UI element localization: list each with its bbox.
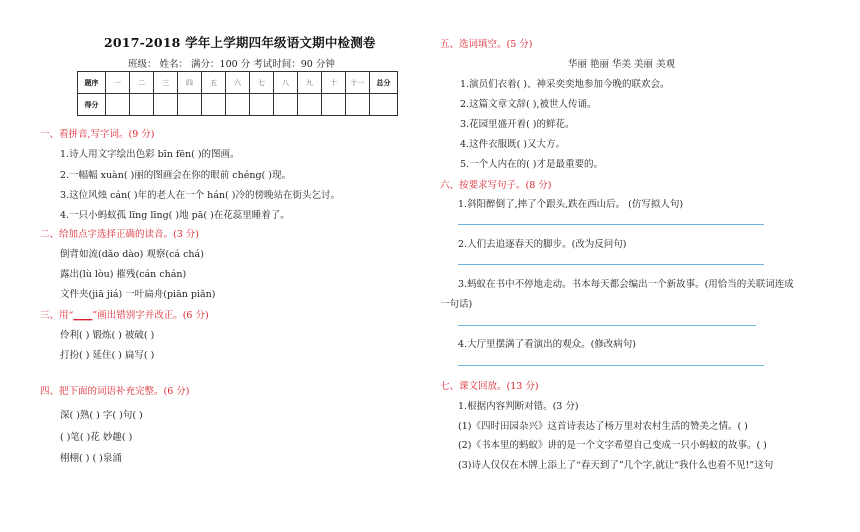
section-6-title: 六、按要求写句子。(8 分) — [440, 180, 552, 191]
score-cell[interactable] — [106, 94, 130, 116]
question-item: 1.演员们衣着( )、神采奕奕地参加今晚的联欢会。 — [460, 79, 670, 90]
question-item-cont: 一句话) — [440, 299, 473, 310]
section-2-title: 二、给加点字选择正确的读音。(3 分) — [40, 229, 199, 240]
score-table-head-order: 题序 — [78, 72, 106, 94]
section-3-title — [40, 307, 209, 321]
question-item: 1.诗人用文字绘出色彩 bīn fēn( )的图画。 — [60, 149, 240, 160]
answer-line[interactable] — [458, 224, 764, 225]
score-col-total: 总分 — [370, 72, 398, 94]
score-col: 五 — [202, 72, 226, 94]
score-cell[interactable] — [250, 94, 274, 116]
question-item: 4.大厅里摆满了看演出的观众。(修改病句) — [458, 339, 636, 350]
score-col: 七 — [250, 72, 274, 94]
question-item: ( )笔( )花 妙趣( ) — [60, 432, 133, 443]
score-cell[interactable] — [370, 94, 398, 116]
section-4-title: 四、把下面的词语补充完整。(6 分) — [40, 386, 190, 397]
page-title: 2017-2018 学年上学期四年级语文期中检测卷 — [104, 35, 376, 50]
question-item: 伶利( ) 锻炼( ) 被破( ) — [60, 330, 155, 341]
score-cell[interactable] — [346, 94, 370, 116]
question-item: (3)诗人仅仅在木牌上添上了“春天到了”几个字,就让“我什么也看不见!”这句 — [458, 460, 774, 471]
score-cell[interactable] — [178, 94, 202, 116]
answer-line[interactable] — [458, 264, 764, 265]
question-item: 露出(lù lòu) 摧残(cán chán) — [60, 269, 187, 280]
question-item: 4.这件衣服既( )又大方。 — [460, 139, 565, 150]
score-col: 一 — [106, 72, 130, 94]
score-col: 八 — [274, 72, 298, 94]
answer-line[interactable] — [458, 325, 756, 326]
score-cell[interactable] — [130, 94, 154, 116]
score-cell[interactable] — [226, 94, 250, 116]
score-col: 六 — [226, 72, 250, 94]
question-item: (2)《书本里的蚂蚁》讲的是一个文字希望自己变成一只小蚂蚁的故事。( ) — [458, 440, 767, 451]
score-col: 十一 — [346, 72, 370, 94]
underline-sample: ____ — [73, 310, 93, 321]
score-cell[interactable] — [322, 94, 346, 116]
section-1-title: 一、看拼音,写字词。(9 分) — [40, 129, 155, 140]
question-item: 倒背如流(dǎo dào) 观察(cá chá) — [60, 249, 204, 260]
question-item: 3.花园里盛开着( )的鲜花。 — [460, 119, 575, 130]
score-cell[interactable] — [274, 94, 298, 116]
question-item: 3.这位风烛 cán( )年的老人在一个 hán( )冷的傍晚站在街头乞讨。 — [60, 190, 340, 201]
question-item: (1)《四时田园杂兴》这首诗表达了杨万里对农村生活的赞美之情。( ) — [458, 421, 748, 432]
question-item: 4.一只小蚂蚁孤 līng līng( )地 pā( )在花蕊里睡着了。 — [60, 210, 290, 221]
score-col: 四 — [178, 72, 202, 94]
question-item: 1.根据内容判断对错。(3 分) — [458, 401, 579, 412]
question-item: 文件夹(jiā jiá) 一叶扁舟(piān piǎn) — [60, 289, 216, 300]
score-cell[interactable] — [202, 94, 226, 116]
question-item: 栩栩( ) ( )泉涌 — [60, 453, 122, 464]
question-item: 1.斜阳醉倒了,摔了个跟头,跌在西山后。 (仿写拟人句) — [458, 199, 684, 210]
score-col: 三 — [154, 72, 178, 94]
question-item: 3.蚂蚁在书中不停地走动。书本每天都会编出一个新故事。(用恰当的关联词连成 — [458, 279, 794, 290]
section-5-title: 五、选词填空。(5 分) — [440, 39, 533, 50]
score-cell[interactable] — [298, 94, 322, 116]
section-7-title: 七、课文回放。(13 分) — [440, 381, 539, 392]
question-item: 打扮( ) 延住( ) 扁写( ) — [60, 350, 155, 361]
score-col: 二 — [130, 72, 154, 94]
score-cell[interactable] — [154, 94, 178, 116]
question-item: 深( )熟( ) 字( )句( ) — [60, 410, 143, 421]
section-3-title-a: 三、用“ — [40, 310, 74, 321]
score-table — [77, 71, 398, 116]
question-item: 2.这篇文章文辞( ),被世人传诵。 — [460, 99, 597, 110]
question-item: 5.一个人内在的( )才是最重要的。 — [460, 159, 603, 170]
score-table-head-score: 得分 — [78, 94, 106, 116]
section-3-title-b: ”画出错别字并改正。(6 分) — [92, 310, 209, 321]
exam-info: 班级： 姓名： 满分：100 分 考试时间：90 分钟 — [128, 59, 335, 70]
question-item: 2.人们去追逐春天的脚步。(改为反问句) — [458, 239, 627, 250]
answer-line[interactable] — [458, 365, 764, 366]
question-item: 2.一幅幅 xuàn( )丽的图画会在你的眼前 chéng( )现。 — [60, 170, 291, 181]
word-bank: 华丽 艳丽 华美 美丽 美观 — [568, 59, 676, 70]
score-col: 十 — [322, 72, 346, 94]
score-col: 九 — [298, 72, 322, 94]
